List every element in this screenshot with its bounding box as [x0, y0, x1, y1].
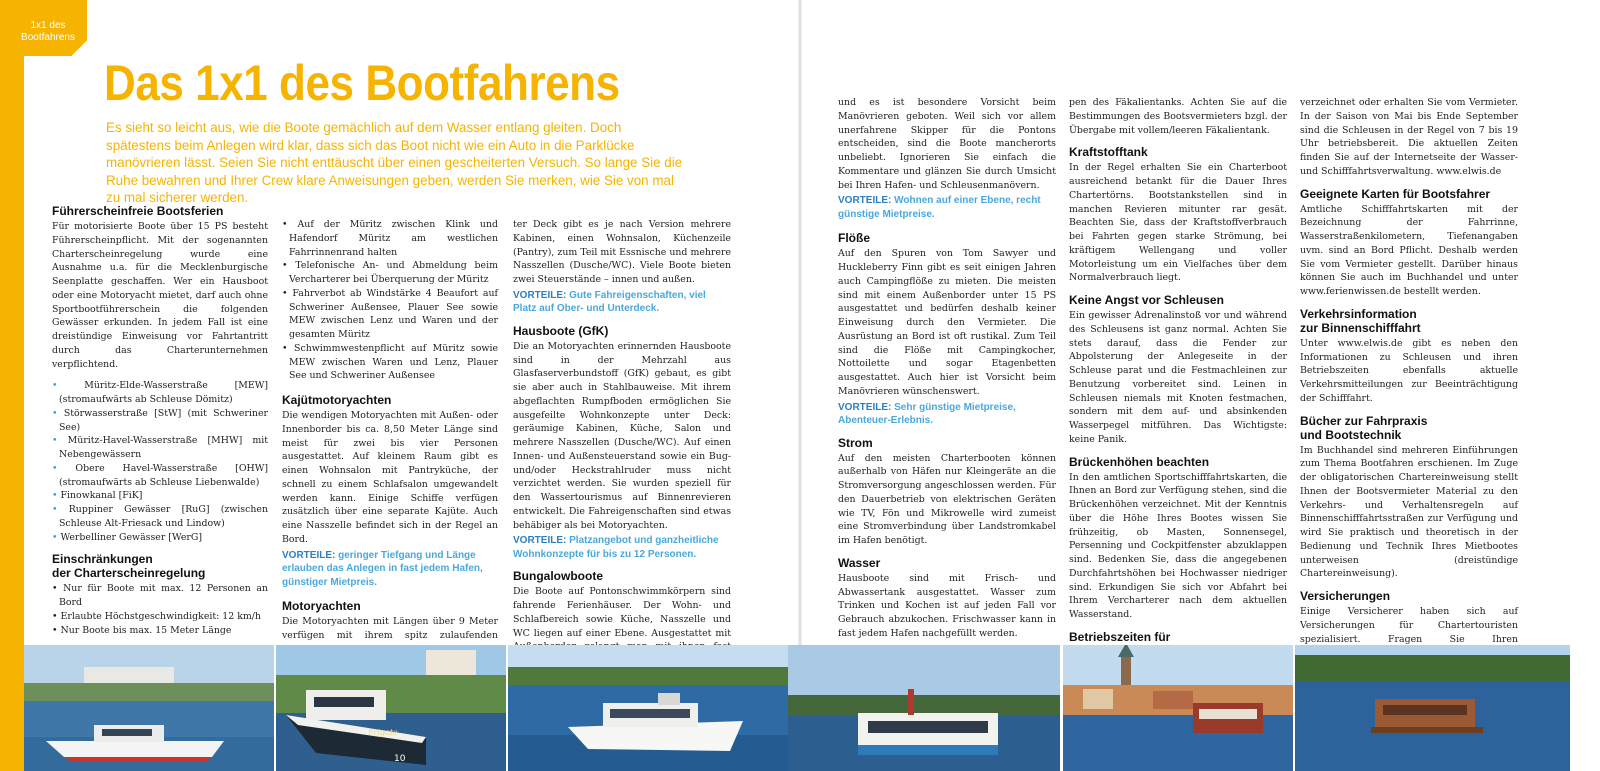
advantages-label: VORTEILE: [513, 289, 567, 301]
advantages-label: VORTEILE: [282, 549, 336, 561]
heading-motoryachten: Motoryachten [282, 599, 361, 613]
advantages-text: Gute Fahreigenschaften, viel Platz auf Ober- und Unterdeck. [513, 289, 706, 315]
list-item: • Obere Havel-Wasserstraße [OHW] (stromaufwärts ab Schleuse Liebenwalde) [52, 462, 268, 490]
list-item: • Werbelliner Gewässer [WerG] [52, 531, 268, 545]
paragraph: Amtliche Schifffahrtskarten mit der Bezeichnung der Fahrrinne, Wasserstraßenkilometern, Tiefenangaben uvm. sind an Bord Pflicht. Deshalb werden Sie vom Vermieter gestellt. Darüber hinaus können Sie auch im Buchhandel und unter www.ferienwissen.de bestellt werden. [1300, 203, 1518, 297]
paragraph: Die wendigen Motoryachten mit Außen- oder Innenborder bis ca. 8,50 Meter Länge sind meist für zwei bis vier Personen ausgestattet. Auf kleinem Raum gibt es einen Wohnsalon mit Pantryküche, der schnell zu einem Schlafsalon umgewandelt werden kann. Einige Schiffe verfügen zusätzlich über eine separate Kajüte. Auch eine Nasszelle befindet sich in der Regel an Bord. [282, 410, 498, 545]
heading-strom: Strom [838, 435, 873, 450]
paragraph: Auf den meisten Charterbooten können außerhalb von Häfen nur Kleingeräte an die Stromversorgung angeschlossen werden. Für den Dauerbetrieb von elektrischen Geräten wie TV, Fön und Mikrowelle wird zumeist eine Stromverbindung über Landstromkabel im Hafen benötigt. [838, 452, 1056, 546]
intro-paragraph: Es sieht so leicht aus, wie die Boote gemächlich auf dem Wasser entlang gleiten. Doch spätestens beim Anlegen wird klar, dass sich das Boot nicht wie ein Auto in die Parklücke manövrieren lässt. Seien Sie nicht enttäuscht über einen gescheiterten Versuch. So lange Sie die Ruhe bewahren und Ihrer Crew klare Anweisungen geben, werden Sie merken, wie Sie von mal zu mal sicherer werden. [106, 120, 683, 205]
paragraph: und es ist besondere Vorsicht beim Manövrieren geboten. Weil sich vor allem unerfahrene Skipper für die Pontons entscheiden, sind die Boote mancherorts unbeliebt. Ignorieren Sie einfach die Kommentare und glänzen Sie durch Umsicht bei Ihren Hafen- und Schleusenmanövern. [838, 97, 1056, 191]
advantages-label: VORTEILE: [838, 401, 892, 413]
heading-wasser: Wasser [838, 555, 881, 570]
heading-einschraenkungen-2: der Charterscheinregelung [52, 566, 206, 581]
photo-floss [1295, 645, 1570, 771]
list-item: • Schwimmwestenpflicht auf Müritz sowie MEW zwischen Waren und Lenz, Plauer See und Schweriner Außensee [282, 342, 498, 383]
advantages-label: VORTEILE: [513, 535, 567, 547]
boat-name-text: Frigate [368, 728, 398, 737]
paragraph: Im Buchhandel sind mehreren Einführungen zum Thema Bootfahren erschienen. Im Zuge der obligatorischen Chartereinweisung stellt Ihnen der Bootsvermieter Material zu den Verkehrs- und Verhaltensregeln auf Binnenschifffahrtsstraßen zur Verfügung und wird Sie praktisch und theoretisch in der Bedienung und Technik Ihres Mietbootes unterweisen (dreistündige Chartereinweisung). [1300, 444, 1518, 580]
paragraph: Ein gewisser Adrenalinstoß vor und während des Schleusens ist ganz normal. Achten Sie stets darauf, dass die Fender zur Abpolsterung der Anlegeseite in der Schleuse parat und die Festmachleinen zur Benutzung vorbereitet sind. Leinen in Schleusen niemals mit Knoten festmachen, sondern mit dem auf- und absinkenden Wasserpegel mitführen. Das Wichtigste: keine Panik. [1069, 310, 1287, 445]
list-item: • Nur Boote bis max. 15 Meter Länge [52, 624, 268, 638]
advantages-text: Wohnen auf einer Ebene, recht günstige Mietpreise. [838, 195, 1041, 220]
heading-schleusen: Keine Angst vor Schleusen [1069, 293, 1224, 307]
paragraph: verzeichnet oder erhalten Sie vom Vermieter. In der Saison von Mai bis Ende September sind die Schleusen in der Regel von 7 bis 19 Uhr betriebsbereit. Die aktuellen Zeiten finden Sie auf der Internetseite der Wasser- und Schifffahrtsverwaltung. www.elwis.de [1300, 97, 1518, 177]
advantages-note [838, 401, 1056, 428]
heading-kraftstofftank: Kraftstofftank [1069, 145, 1148, 160]
advantages-text: Platzangebot und ganzheitliche Wohnkonzepte für bis zu 12 Personen. [513, 535, 719, 560]
page-gutter [798, 0, 802, 660]
paragraph: Hausboote sind mit Frisch- und Abwassertank ausgestattet. Wasser zum Trinken und Kochen ist auf jeden Fall vor Gebrauch abzukochen. Frischwasser kann in fast jedem Hafen nachgefüllt werden. [838, 572, 1056, 639]
photo-motoryacht [276, 645, 506, 771]
page-title: Das 1x1 des Bootfahrens [104, 55, 620, 111]
paragraph: Unter www.elwis.de gibt es neben den Informationen zu Schleusen und ihren Betriebszeiten ebenfalls aktuelle Verkehrsmitteilungen zur Beeinträchtigung der Schifffahrt. [1300, 337, 1518, 404]
list-item: • Auf der Müritz zwischen Klink und Hafendorf Müritz am westlichen Fahrrinnenrand halten [282, 218, 498, 259]
list-item: • Finowkanal [FiK] [52, 489, 268, 503]
text-column-3 [513, 218, 731, 690]
heading-bungalowboote: Bungalowboote [513, 569, 603, 584]
heading-buecher-2: und Bootstechnik [1300, 427, 1402, 442]
paragraph: Die Motoryachten mit Längen über 9 Meter verfügen mit ihrem spitz zulaufenden [282, 616, 498, 641]
section-tab-label: 1x1 des Bootfahrens [21, 20, 75, 43]
heading-verkehrsinformation-2: zur Binnenschifffahrt [1300, 320, 1421, 335]
advantages-note [838, 194, 1056, 221]
list-item: • Müritz-Elde-Wasserstraße [MEW] (stromaufwärts ab Schleuse Dömitz) [52, 379, 268, 407]
list-item: • Müritz-Havel-Wasserstraße [MHW] mit Nebengewässern [52, 434, 268, 462]
list-item: • Ruppiner Gewässer [RuG] (zwischen Schleuse Alt-Friesack und Lindow) [52, 503, 268, 531]
advantages-note [513, 289, 731, 316]
heading-betriebszeiten: Betriebszeiten für [1069, 629, 1171, 644]
advantages-label: VORTEILE: [838, 195, 892, 207]
paragraph: In den amtlichen Sportschifffahrtskarten, die Ihnen an Bord zur Verfügung stehen, sind die Brückenhöhen verzeichnet. Mit der Kenntnis über die Höhe Ihres Bootes wissen Sie frühzeitig, ob Masten, Sonnensegel, Persenning und Cockpitfenster abzuklappen sind. Bedenken Sie, dass die angegebenen Durchfahrtshöhen bei Hochwasser niedriger sind. Erkundigen Sie sich vor Abfahrt bei Ihrem Vercharterer nach dem aktuellen Wasserstand. [1069, 471, 1287, 620]
photo-hausboot [508, 645, 788, 771]
paragraph: Auf den Spuren von Tom Sawyer und Huckleberry Finn gibt es seit einigen Jahren auch Campingflöße zu mieten. Die meisten sind mit einem Außenborder unter 15 PS ausgestattet und bedürfen deshalb keiner Einweisung durch den Vermieter. Die Ausrüstung an Bord ist oft rustikal. Zum Teil sind die Flöße mit Campingkocher, Nottoilette und sogar Etagenbetten ausgestattet. Auch hier ist Vorsicht beim Manövrieren wünschenswert. [838, 248, 1056, 397]
photo-kajuetboot [24, 645, 274, 771]
photo-bungalowboot [788, 645, 1060, 771]
advantages-note [282, 549, 498, 590]
paragraph: Für motorisierte Boote über 15 PS besteht Führerscheinpflicht. Mit der sogenannten Charterscheinregelung wurde eine Ausnahme u.a. für die Mecklenburgische Seenplatte geschaffen. Wer ein Hausboot oder eine Motoryacht mietet, darf auch ohne Sportbootführerschein die folgenden Gewässer erkunden. In jedem Fall ist eine dreistündige Einweisung vor Fahrtantritt durch das Charterunternehmen verpflichtend. [52, 221, 268, 370]
paragraph: Die an Motoryachten erinnernden Hausboote sind in der Mehrzahl aus Glasfaserverbundstoff (GfK) gebaut, es gibt sie aber auch in Stahlbauweise. Mit ihrem abgeflachten Rumpfboden ermöglichen Sie ausgefeilte Wohnkonzepte unter Deck: geräumige Kabinen, Küche, Salon und mehrere Nasszellen (Dusche/WC). Auf einen Innen- und Außensteuerstand sowie ein Bug- und/oder Heckstrahlruder muss nicht verzichtet werden. Sie wurden speziell für den Wassertourismus auf Binnenrevieren entwickelt. Die Fahreigenschaften sind etwas behäbiger als bei Motoryachten. [513, 340, 731, 531]
text-column-2 [282, 218, 498, 706]
text-column-1 [52, 204, 268, 702]
waterways-list [52, 379, 268, 544]
paragraph: Die Boote auf Pontonschwimmkörpern sind fahrende Ferienhäuser. Der Wohn- und Schlafbereich sowie Küche, Nasszelle und WC liegen auf einer Ebene. Ausgestattet mit [513, 586, 731, 639]
text-column-5 [1069, 96, 1287, 709]
heading-kajuetmotoryachten: Kajütmotoryachten [282, 393, 392, 407]
photo-hafen-waren [1063, 645, 1293, 771]
paragraph: pen des Fäkalientanks. Achten Sie auf die Bestimmungen des Bootsvermieters bzgl. der Übergabe mit vollem/leeren Fäkalientank. [1069, 97, 1287, 136]
heading-karten: Geeignete Karten für Bootsfahrer [1300, 186, 1491, 201]
heading-buecher: Bücher zur Fahrpraxis [1300, 413, 1428, 428]
list-item: • Fahrverbot ab Windstärke 4 Beaufort auf Schweriner Außensee, Plauer See sowie MEW zwischen Lenz und Waren und der gesamten Müritz [282, 287, 498, 342]
heading-versicherungen: Versicherungen [1300, 589, 1391, 603]
text-column-6 [1300, 96, 1518, 696]
heading-verkehrsinformation: Verkehrsinformation [1300, 306, 1417, 321]
heading-floesse: Flöße [838, 231, 870, 246]
heading-brueckenhoehen: Brückenhöhen beachten [1069, 454, 1210, 469]
advantages-text: geringer Tiefgang und Länge erlauben das Anlegen in fast jedem Hafen, günstiger Mietpreis. [282, 549, 483, 588]
text-column-4 [838, 96, 1056, 714]
left-accent-bar [0, 0, 24, 771]
list-item: • Störwasserstraße [StW] (mit Schweriner See) [52, 407, 268, 435]
paragraph: In der Regel erhalten Sie ein Charterboot ausreichend betankt für die Dauer Ihres Chartertörns. Bootstankstellen sind in manchen Revieren mitunter rar gesät. Beachten Sie, dass der Kraftstoffverbrauch bei Fahrten gegen starke Strömung, bei kräftigem Wellengang und voller Motorleistung um ein Vielfaches über dem Normalverbrauch liegt. [1069, 162, 1287, 284]
heading-hausboote: Hausboote (GfK) [513, 323, 609, 338]
caution-list-cont [282, 218, 498, 383]
advantages-text: Sehr günstige Mietpreise, Abenteuer-Erlebnis. [838, 401, 1016, 426]
boat-number-text: 10 [394, 754, 406, 764]
advantages-note [513, 534, 731, 561]
heading-einschraenkungen: Einschränkungen [52, 552, 153, 567]
heading-fuehrerscheinfrei: Führerscheinfreie Bootsferien [52, 204, 224, 218]
paragraph: Einige Versicherer haben sich auf Versicherungen für Chartertouristen spezialisiert. Fragen Sie Ihren [1300, 606, 1518, 645]
paragraph: ter Deck gibt es je nach Version mehrere Kabinen, einen Wohnsalon, Küchenzeile (Pantry), zum Teil mit Essnische und mehrere Nasszellen (Dusche/WC). Viele Boote bieten zwei Steuerstände – innen und außen. [513, 219, 731, 285]
list-item: • Erlaubte Höchstgeschwindigkeit: 12 km/h [52, 610, 268, 624]
list-item: • Telefonische An- und Abmeldung beim Vercharterer bei Überquerung der Müritz [282, 259, 498, 287]
list-item: • Nur für Boote mit max. 12 Personen an Bord [52, 582, 268, 610]
restrictions-list [52, 582, 268, 637]
